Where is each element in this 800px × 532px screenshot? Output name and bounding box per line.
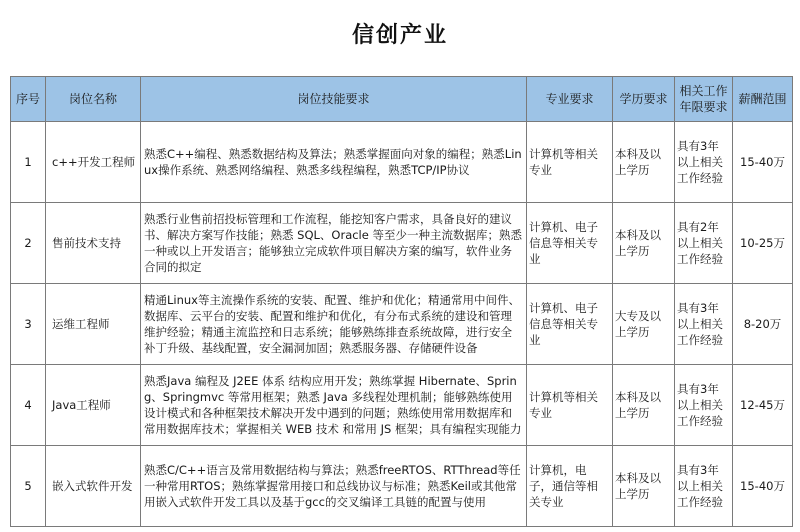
cell-skills xyxy=(141,203,527,284)
cell-education: 本科及以上学历 xyxy=(613,203,675,284)
header-position: 岗位名称 xyxy=(46,77,141,122)
job-table xyxy=(10,76,793,527)
cell-major: 计算机，电子，通信等相关专业 xyxy=(527,446,613,527)
cell-major: 计算机、电子信息等相关专业 xyxy=(527,203,613,284)
skills-text: 精通Linux等主流操作系统的安装、配置、维护和优化；精通常用中间件、数据库、云平台的安装、配置和维护和优化，有分布式系统的建设和管理维护经验；精通主流监控和日志系统；能够熟练排查系统故障，进行安全补丁升级、基线配置，安全漏洞加固；熟悉服务器、存储硬件设备 xyxy=(144,293,520,355)
cell-skills xyxy=(141,446,527,527)
cell-salary: 8-20万 xyxy=(733,284,793,365)
cell-major: 计算机等相关专业 xyxy=(527,365,613,446)
cell-position: 运维工程师 xyxy=(46,284,141,365)
cell-experience: 具有3年以上相关工作经验 xyxy=(675,122,733,203)
cell-education: 本科及以上学历 xyxy=(613,446,675,527)
cell-education: 本科及以上学历 xyxy=(613,365,675,446)
cell-salary: 12-45万 xyxy=(733,365,793,446)
cell-salary: 15-40万 xyxy=(733,122,793,203)
cell-salary: 15-40万 xyxy=(733,446,793,527)
cell-position: c++开发工程师 xyxy=(46,122,141,203)
header-education: 学历要求 xyxy=(613,77,675,122)
cell-salary: 10-25万 xyxy=(733,203,793,284)
skills-text: 熟悉Java 编程及 J2EE 体系 结构应用开发；熟练掌握 Hibernate、Spring、Springmvc 等常用框架；熟悉 Java 多线程处理机制；能够熟练使用设计模式和各种框架技术解决开发中遇到的问题；熟练使用常用数据库和常用数据库技术；掌握相关 WEB 技术 和常用 JS 框架；具有编程实现能力 xyxy=(144,374,522,436)
cell-position: 售前技术支持 xyxy=(46,203,141,284)
table-header-row xyxy=(11,77,793,122)
cell-no: 1 xyxy=(11,122,46,203)
header-skills: 岗位技能要求 xyxy=(141,77,527,122)
page-title: 信创产业 xyxy=(351,23,448,48)
cell-experience: 具有3年以上相关工作经验 xyxy=(675,446,733,527)
cell-skills xyxy=(141,122,527,203)
skills-text: 熟悉C/C++语言及常用数据结构与算法；熟悉freeRTOS、RTThread等任一种常用RTOS；熟练掌握常用接口和总线协议与标准；熟悉Keil或其他常用嵌入式软件开发工具以及基于gcc的交叉编译工具链的配置与使用 xyxy=(144,463,521,509)
cell-experience: 具有2年以上相关工作经验 xyxy=(675,203,733,284)
cell-position: Java工程师 xyxy=(46,365,141,446)
header-major: 专业要求 xyxy=(527,77,613,122)
cell-skills xyxy=(141,365,527,446)
cell-no: 2 xyxy=(11,203,46,284)
header-no: 序号 xyxy=(11,77,46,122)
cell-education: 本科及以上学历 xyxy=(613,122,675,203)
cell-no: 4 xyxy=(11,365,46,446)
cell-major: 计算机等相关专业 xyxy=(527,122,613,203)
header-salary: 薪酬范围 xyxy=(733,77,793,122)
table-row xyxy=(11,365,793,446)
cell-skills xyxy=(141,284,527,365)
table-row xyxy=(11,203,793,284)
cell-major: 计算机、电子信息等相关专业 xyxy=(527,284,613,365)
cell-experience: 具有3年以上相关工作经验 xyxy=(675,284,733,365)
cell-education: 大专及以上学历 xyxy=(613,284,675,365)
table-row xyxy=(11,122,793,203)
skills-text: 熟悉C++编程、熟悉数据结构及算法；熟悉掌握面向对象的编程；熟悉Linux操作系统、熟悉网络编程、熟悉多线程编程，熟悉TCP/IP协议 xyxy=(144,147,522,177)
table-row xyxy=(11,284,793,365)
cell-experience: 具有3年以上相关工作经验 xyxy=(675,365,733,446)
table-row xyxy=(11,446,793,527)
cell-no: 5 xyxy=(11,446,46,527)
cell-position: 嵌入式软件开发 xyxy=(46,446,141,527)
cell-no: 3 xyxy=(11,284,46,365)
header-experience: 相关工作年限要求 xyxy=(675,77,733,122)
skills-text: 熟悉行业售前招投标管理和工作流程，能挖知客户需求，具备良好的建议书、解决方案写作技能；熟悉 SQL、Oracle 等至少一种主流数据库；熟悉一种或以上开发语言；能够独立完成软件项目解决方案的编写，软件业务合同的拟定 xyxy=(144,212,522,274)
